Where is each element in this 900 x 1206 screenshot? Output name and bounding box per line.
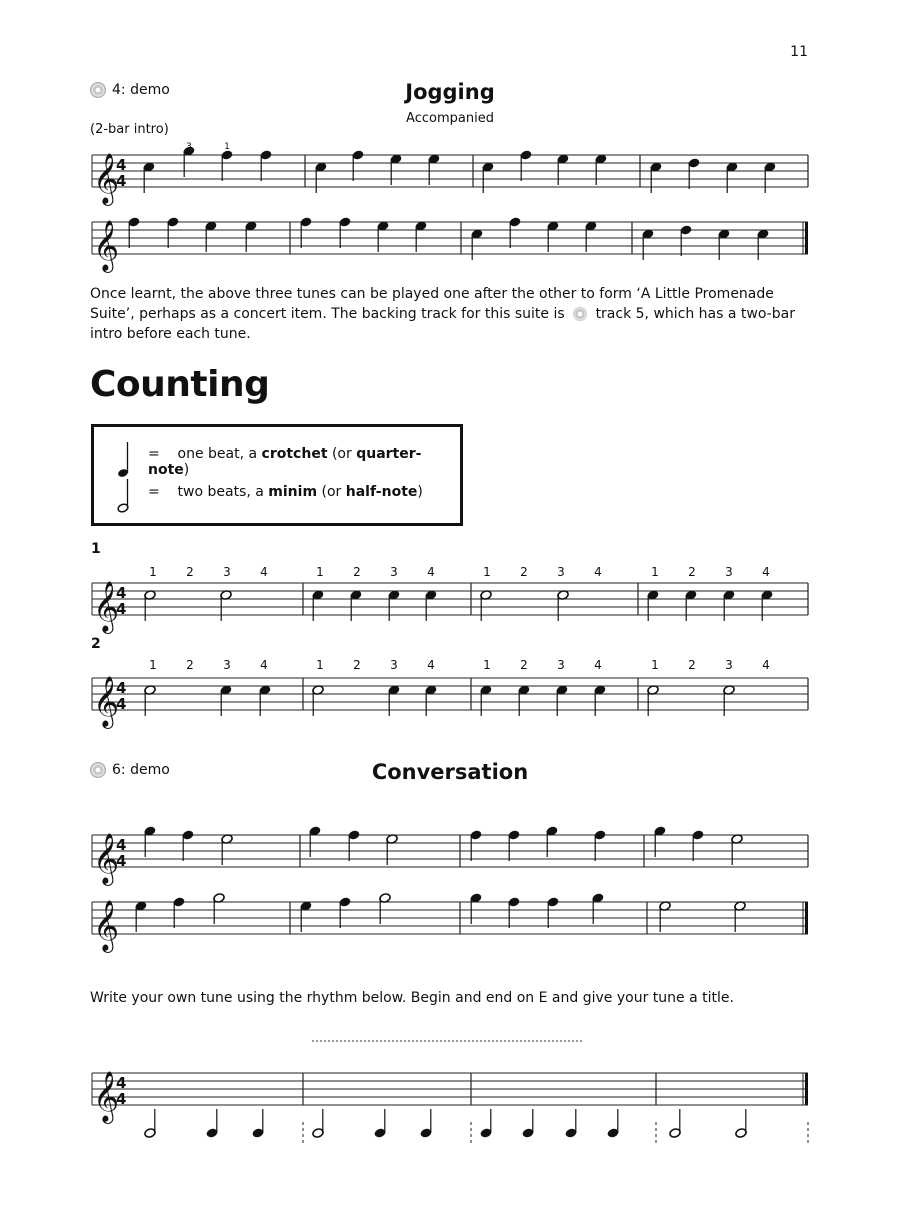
- time-signature-bottom: 4: [116, 600, 127, 618]
- treble-clef: 𝄞: [93, 220, 120, 271]
- time-signature-bottom: 4: [116, 172, 127, 190]
- counting-heading: Counting: [90, 364, 270, 405]
- count-label: 2: [688, 658, 696, 672]
- minim-text-end: ): [417, 484, 423, 500]
- count-label: 2: [186, 658, 194, 672]
- jogging-title: Jogging: [405, 80, 495, 104]
- minim-definition: [148, 484, 423, 500]
- crotchet-term: crotchet: [261, 446, 328, 462]
- count-label: 3: [725, 658, 733, 672]
- instruction-text: Write your own tune using the rhythm below. Begin and end on E and give your tune a title.: [90, 990, 734, 1006]
- suite-paragraph-part2: track 5, which has a two-bar intro before each tune.: [90, 306, 795, 342]
- count-label: 3: [557, 658, 565, 672]
- count-label: 4: [762, 565, 770, 579]
- minim-text-mid: (or: [317, 484, 346, 500]
- treble-clef: 𝄞: [93, 676, 120, 727]
- count-label: 2: [186, 565, 194, 579]
- count-label: 4: [260, 565, 268, 579]
- conversation-track-label: [90, 762, 170, 778]
- conversation-title: Conversation: [371, 760, 529, 784]
- count-label: 3: [390, 658, 398, 672]
- treble-clef: 𝄞: [93, 833, 120, 884]
- time-signature-top: 4: [116, 156, 127, 174]
- treble-clef: 𝄞: [93, 581, 120, 632]
- count-label: 2: [688, 565, 696, 579]
- count-label: 3: [390, 565, 398, 579]
- count-label: 4: [260, 658, 268, 672]
- count-label: 3: [223, 565, 231, 579]
- count-label: 2: [520, 565, 528, 579]
- time-signature-bottom: 4: [116, 695, 127, 713]
- time-signature-top: 4: [116, 584, 127, 602]
- equals-sign: =: [148, 484, 160, 500]
- fingering: 3: [186, 142, 192, 152]
- conversation-track-text: 6: demo: [112, 762, 170, 778]
- count-label: 3: [557, 565, 565, 579]
- crotchet-text-mid: (or: [327, 446, 357, 462]
- jogging-subtitle: Accompanied: [406, 111, 494, 126]
- count-label: 3: [223, 658, 231, 672]
- time-signature-top: 4: [116, 1074, 127, 1092]
- count-label: 1: [651, 658, 659, 672]
- final-barline-thick: [805, 1073, 808, 1105]
- page-number: 11: [790, 44, 808, 60]
- cd-icon: [90, 762, 106, 778]
- count-label: 1: [316, 658, 324, 672]
- time-signature-bottom: 4: [116, 852, 127, 870]
- time-signature-bottom: 4: [116, 1090, 127, 1108]
- count-label: 1: [149, 658, 157, 672]
- exercise-1-number: 1: [91, 541, 101, 557]
- fingering: 1: [224, 142, 230, 152]
- minim-text: two beats, a: [177, 484, 269, 500]
- count-label: 2: [353, 565, 361, 579]
- suite-paragraph: [90, 284, 810, 344]
- minim-term: minim: [268, 484, 318, 500]
- suite-paragraph-part1: Once learnt, the above three tunes can be played one after the other to form ‘A Little Promenade Suite’, perhaps as a concert item. The backing track for this suite is: [90, 286, 774, 322]
- time-signature-top: 4: [116, 836, 127, 854]
- count-label: 4: [427, 565, 435, 579]
- treble-clef: 𝄞: [93, 153, 120, 204]
- count-label: 4: [594, 658, 602, 672]
- jogging-track-text: 4: demo: [112, 82, 170, 98]
- intro-label: (2-bar intro): [90, 122, 169, 137]
- count-label: 3: [725, 565, 733, 579]
- count-label: 1: [316, 565, 324, 579]
- time-signature-top: 4: [116, 679, 127, 697]
- half-note-term: half-note: [345, 484, 418, 500]
- tune-title-blank[interactable]: [312, 1040, 582, 1042]
- exercise-2-number: 2: [91, 636, 101, 652]
- count-label: 4: [427, 658, 435, 672]
- crotchet-definition: [148, 446, 460, 478]
- cd-icon: [573, 307, 587, 321]
- note-values-box: [91, 424, 463, 526]
- quarter-note-term: quarter-note: [148, 446, 422, 478]
- equals-sign: =: [148, 446, 160, 462]
- count-label: 1: [483, 658, 491, 672]
- count-label: 1: [483, 565, 491, 579]
- final-barline-thick: [805, 902, 808, 934]
- treble-clef: 𝄞: [93, 1071, 120, 1122]
- crotchet-text-end: ): [183, 462, 190, 478]
- count-label: 2: [353, 658, 361, 672]
- count-label: 1: [651, 565, 659, 579]
- final-barline-thick: [805, 222, 808, 254]
- count-label: 1: [149, 565, 157, 579]
- count-label: 4: [594, 565, 602, 579]
- count-label: 4: [762, 658, 770, 672]
- count-label: 2: [520, 658, 528, 672]
- crotchet-text: one beat, a: [177, 446, 262, 462]
- treble-clef: 𝄞: [93, 900, 120, 951]
